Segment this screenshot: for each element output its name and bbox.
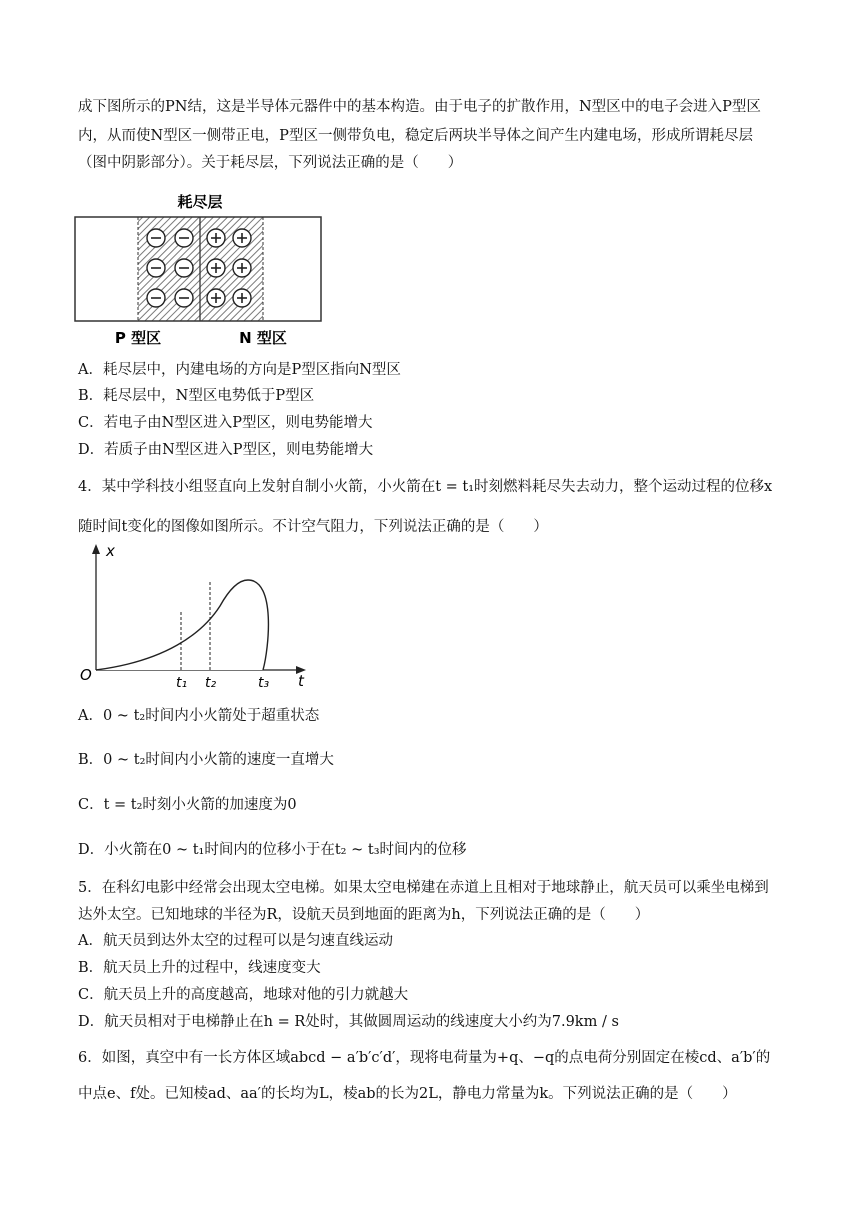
q3-option-d: D．若质子由N型区进入P型区，则电势能增大 (78, 442, 374, 458)
q5-option-d: D．航天员相对于电梯静止在h = R处时，其做圆周运动的线速度大小约为7.9km / s (78, 1014, 619, 1030)
q3-stem-line-1: 成下图所示的PN结，这是半导体元器件中的基本构造。由于电子的扩散作用，N型区中的电子会进入P型区 (78, 99, 761, 115)
q3-option-a: A．耗尽层中，内建电场的方向是P型区指向N型区 (78, 362, 401, 378)
t1-label: t₁ (176, 675, 188, 690)
q4-option-d: D．小火箭在0 ~ t₁时间内的位移小于在t₂ ~ t₃时间内的位移 (78, 842, 467, 858)
y-axis-arrow (92, 544, 100, 554)
n-region-label: N 型区 (239, 329, 287, 347)
q6-stem-line-2: 中点e、f处。已知棱ad、aa′的长均为L，棱ab的长为2L，静电力常量为k。下列说法正确的是（ ） (78, 1086, 737, 1102)
t3-label: t₃ (258, 675, 270, 690)
pn-junction-figure (70, 183, 330, 348)
q5-stem-line-1: 5．在科幻电影中经常会出现太空电梯。如果太空电梯建在赤道上且相对于地球静止，航天员可以乘坐电梯到 (78, 880, 769, 896)
origin-label: O (80, 666, 92, 684)
x-axis-label: x (106, 542, 115, 560)
q3-stem-line-3: （图中阴影部分）。关于耗尽层，下列说法正确的是（ ） (78, 155, 463, 171)
q4-stem-line-2: 随时间t变化的图像如图所示。不计空气阻力，下列说法正确的是（ ） (78, 519, 548, 535)
t2-label: t₂ (205, 675, 217, 690)
q4-stem-line-1: 4．某中学科技小组竖直向上发射自制小火箭，小火箭在t = t₁时刻燃料耗尽失去动力，整个运动过程的位移x (78, 479, 773, 495)
q5-option-c: C．航天员上升的高度越高，地球对他的引力就越大 (78, 987, 409, 1003)
t-axis-label: t (298, 672, 304, 690)
q4-option-a: A．0 ~ t₂时间内小火箭处于超重状态 (78, 708, 320, 724)
displacement-time-graph (70, 540, 320, 690)
q5-option-a: A．航天员到达外太空的过程可以是匀速直线运动 (78, 933, 393, 949)
q5-stem-line-2: 达外太空。已知地球的半径为R，设航天员到地面的距离为h，下列说法正确的是（ ） (78, 907, 650, 923)
q4-option-c: C．t = t₂时刻小火箭的加速度为0 (78, 797, 297, 813)
q4-option-b: B．0 ~ t₂时间内小火箭的速度一直增大 (78, 752, 334, 768)
p-region-label: P 型区 (114, 329, 162, 347)
q3-stem-line-2: 内，从而使N型区一侧带正电，P型区一侧带负电，稳定后两块半导体之间产生内建电场，形成所谓耗尽层 (78, 128, 753, 144)
q3-option-c: C．若电子由N型区进入P型区，则电势能增大 (78, 415, 373, 431)
q6-stem-line-1: 6．如图，真空中有一长方体区域abcd − a′b′c′d′，现将电荷量为+q、−q的点电荷分别固定在棱cd、a′b′的 (78, 1050, 771, 1066)
q5-option-b: B．航天员上升的过程中，线速度变大 (78, 960, 321, 976)
depletion-layer-title: 耗尽层 (177, 193, 223, 211)
q3-option-b: B．耗尽层中，N型区电势低于P型区 (78, 388, 315, 404)
